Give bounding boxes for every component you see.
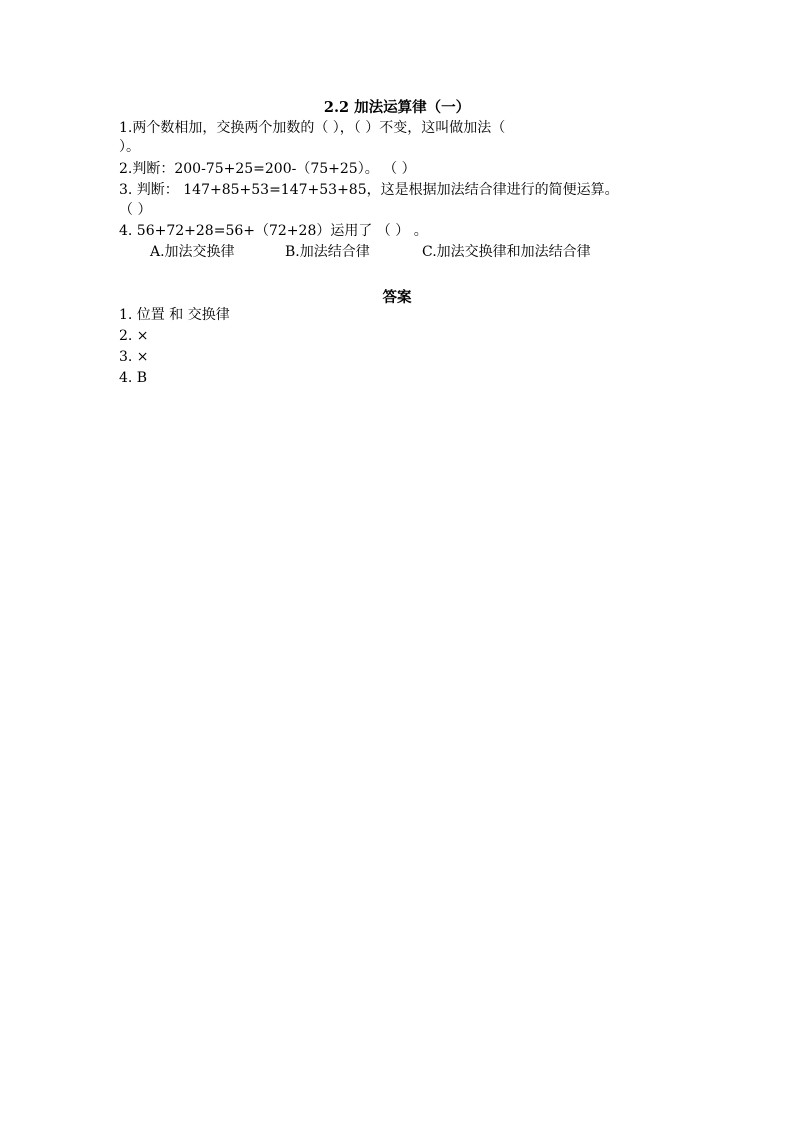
- question-4: 4. 56+72+28=56+（72+28）运用了 （ ） 。: [119, 223, 428, 239]
- answer-4: 4. B: [119, 370, 148, 386]
- answer-3: 3. ×: [119, 349, 149, 365]
- question-3-line-2: （ ）: [119, 202, 152, 218]
- question-1-line-1: 1.两个数相加，交换两个加数的（ ），（ ）不变，这叫做加法（: [119, 120, 506, 136]
- question-4-options: [150, 243, 591, 261]
- option-b: B.加法结合律: [285, 244, 370, 260]
- question-1-line-2: ）。: [119, 139, 140, 155]
- answers-heading: 答案: [382, 289, 412, 306]
- option-c: C.加法交换律和加法结合律: [422, 244, 591, 260]
- option-a: A.加法交换律: [150, 244, 235, 260]
- answer-1: 1. 位置 和 交换律: [119, 307, 230, 323]
- question-2: 2.判断：200-75+25=200-（75+25）。 （ ）: [119, 161, 416, 177]
- page-title: 2.2 加法运算律（一）: [323, 99, 471, 116]
- answer-2: 2. ×: [119, 328, 149, 344]
- question-3-line-1: 3. 判断： 147+85+53=147+53+85，这是根据加法结合律进行的简便运算。: [119, 182, 619, 198]
